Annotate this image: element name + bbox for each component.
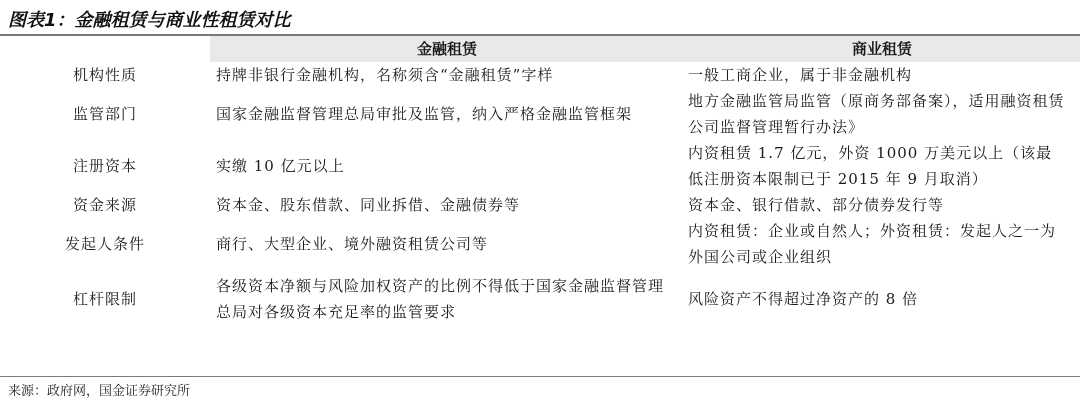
- row-label: 机构性质: [72, 66, 137, 84]
- table-row: [0, 192, 1080, 218]
- commercial-leasing-cell: 地方金融监管局监管（原商务部备案），适用融资租赁公司监督管理暂行办法》: [688, 92, 1065, 136]
- figure-title: 图表1：金融租赁与商业性租赁对比: [8, 10, 291, 31]
- commercial-leasing-cell: 内资租赁 1.7 亿元，外资 1000 万美元以上（该最低注册资本限制已于 2015 年 9 月取消）: [688, 144, 1053, 188]
- bottom-rule: [0, 376, 1080, 377]
- financial-leasing-cell: 各级资本净额与风险加权资产的比例不得低于国家金融监督管理总局对各级资本充足率的监管要求: [216, 277, 665, 321]
- comparison-table: [0, 36, 1080, 328]
- row-label: 资金来源: [72, 196, 137, 214]
- financial-leasing-cell: 国家金融监督管理总局审批及监管，纳入严格金融监管框架: [216, 105, 633, 123]
- commercial-leasing-cell: 一般工商企业，属于非金融机构: [688, 66, 913, 84]
- header-cell-blank: [0, 36, 210, 62]
- row-label: 监管部门: [72, 105, 137, 123]
- table-header-row: [0, 36, 1080, 62]
- financial-leasing-cell: 商行、大型企业、境外融资租赁公司等: [216, 235, 489, 253]
- row-label: 注册资本: [72, 157, 137, 175]
- table-row: [0, 270, 1080, 328]
- row-label: 发起人条件: [64, 235, 145, 253]
- table-row: [0, 88, 1080, 140]
- table-row: [0, 140, 1080, 192]
- financial-leasing-cell: 资本金、股东借款、同业拆借、金融债券等: [216, 196, 521, 214]
- commercial-leasing-cell: 资本金、银行借款、部分债券发行等: [688, 196, 945, 214]
- header-financial-leasing: 金融租赁: [210, 36, 684, 62]
- commercial-leasing-cell: 内资租赁：企业或自然人；外资租赁：发起人之一为外国公司或企业组织: [688, 222, 1057, 266]
- source-note: 来源：政府网，国金证券研究所: [8, 384, 191, 399]
- commercial-leasing-cell: 风险资产不得超过净资产的 8 倍: [688, 290, 919, 308]
- row-label: 杠杆限制: [72, 290, 137, 308]
- financial-leasing-cell: 持牌非银行金融机构，名称须含“金融租赁”字样: [216, 66, 554, 84]
- table-row: [0, 62, 1080, 88]
- financial-leasing-cell: 实缴 10 亿元以上: [216, 157, 345, 175]
- header-commercial-leasing: 商业租赁: [684, 36, 1080, 62]
- table-row: [0, 218, 1080, 270]
